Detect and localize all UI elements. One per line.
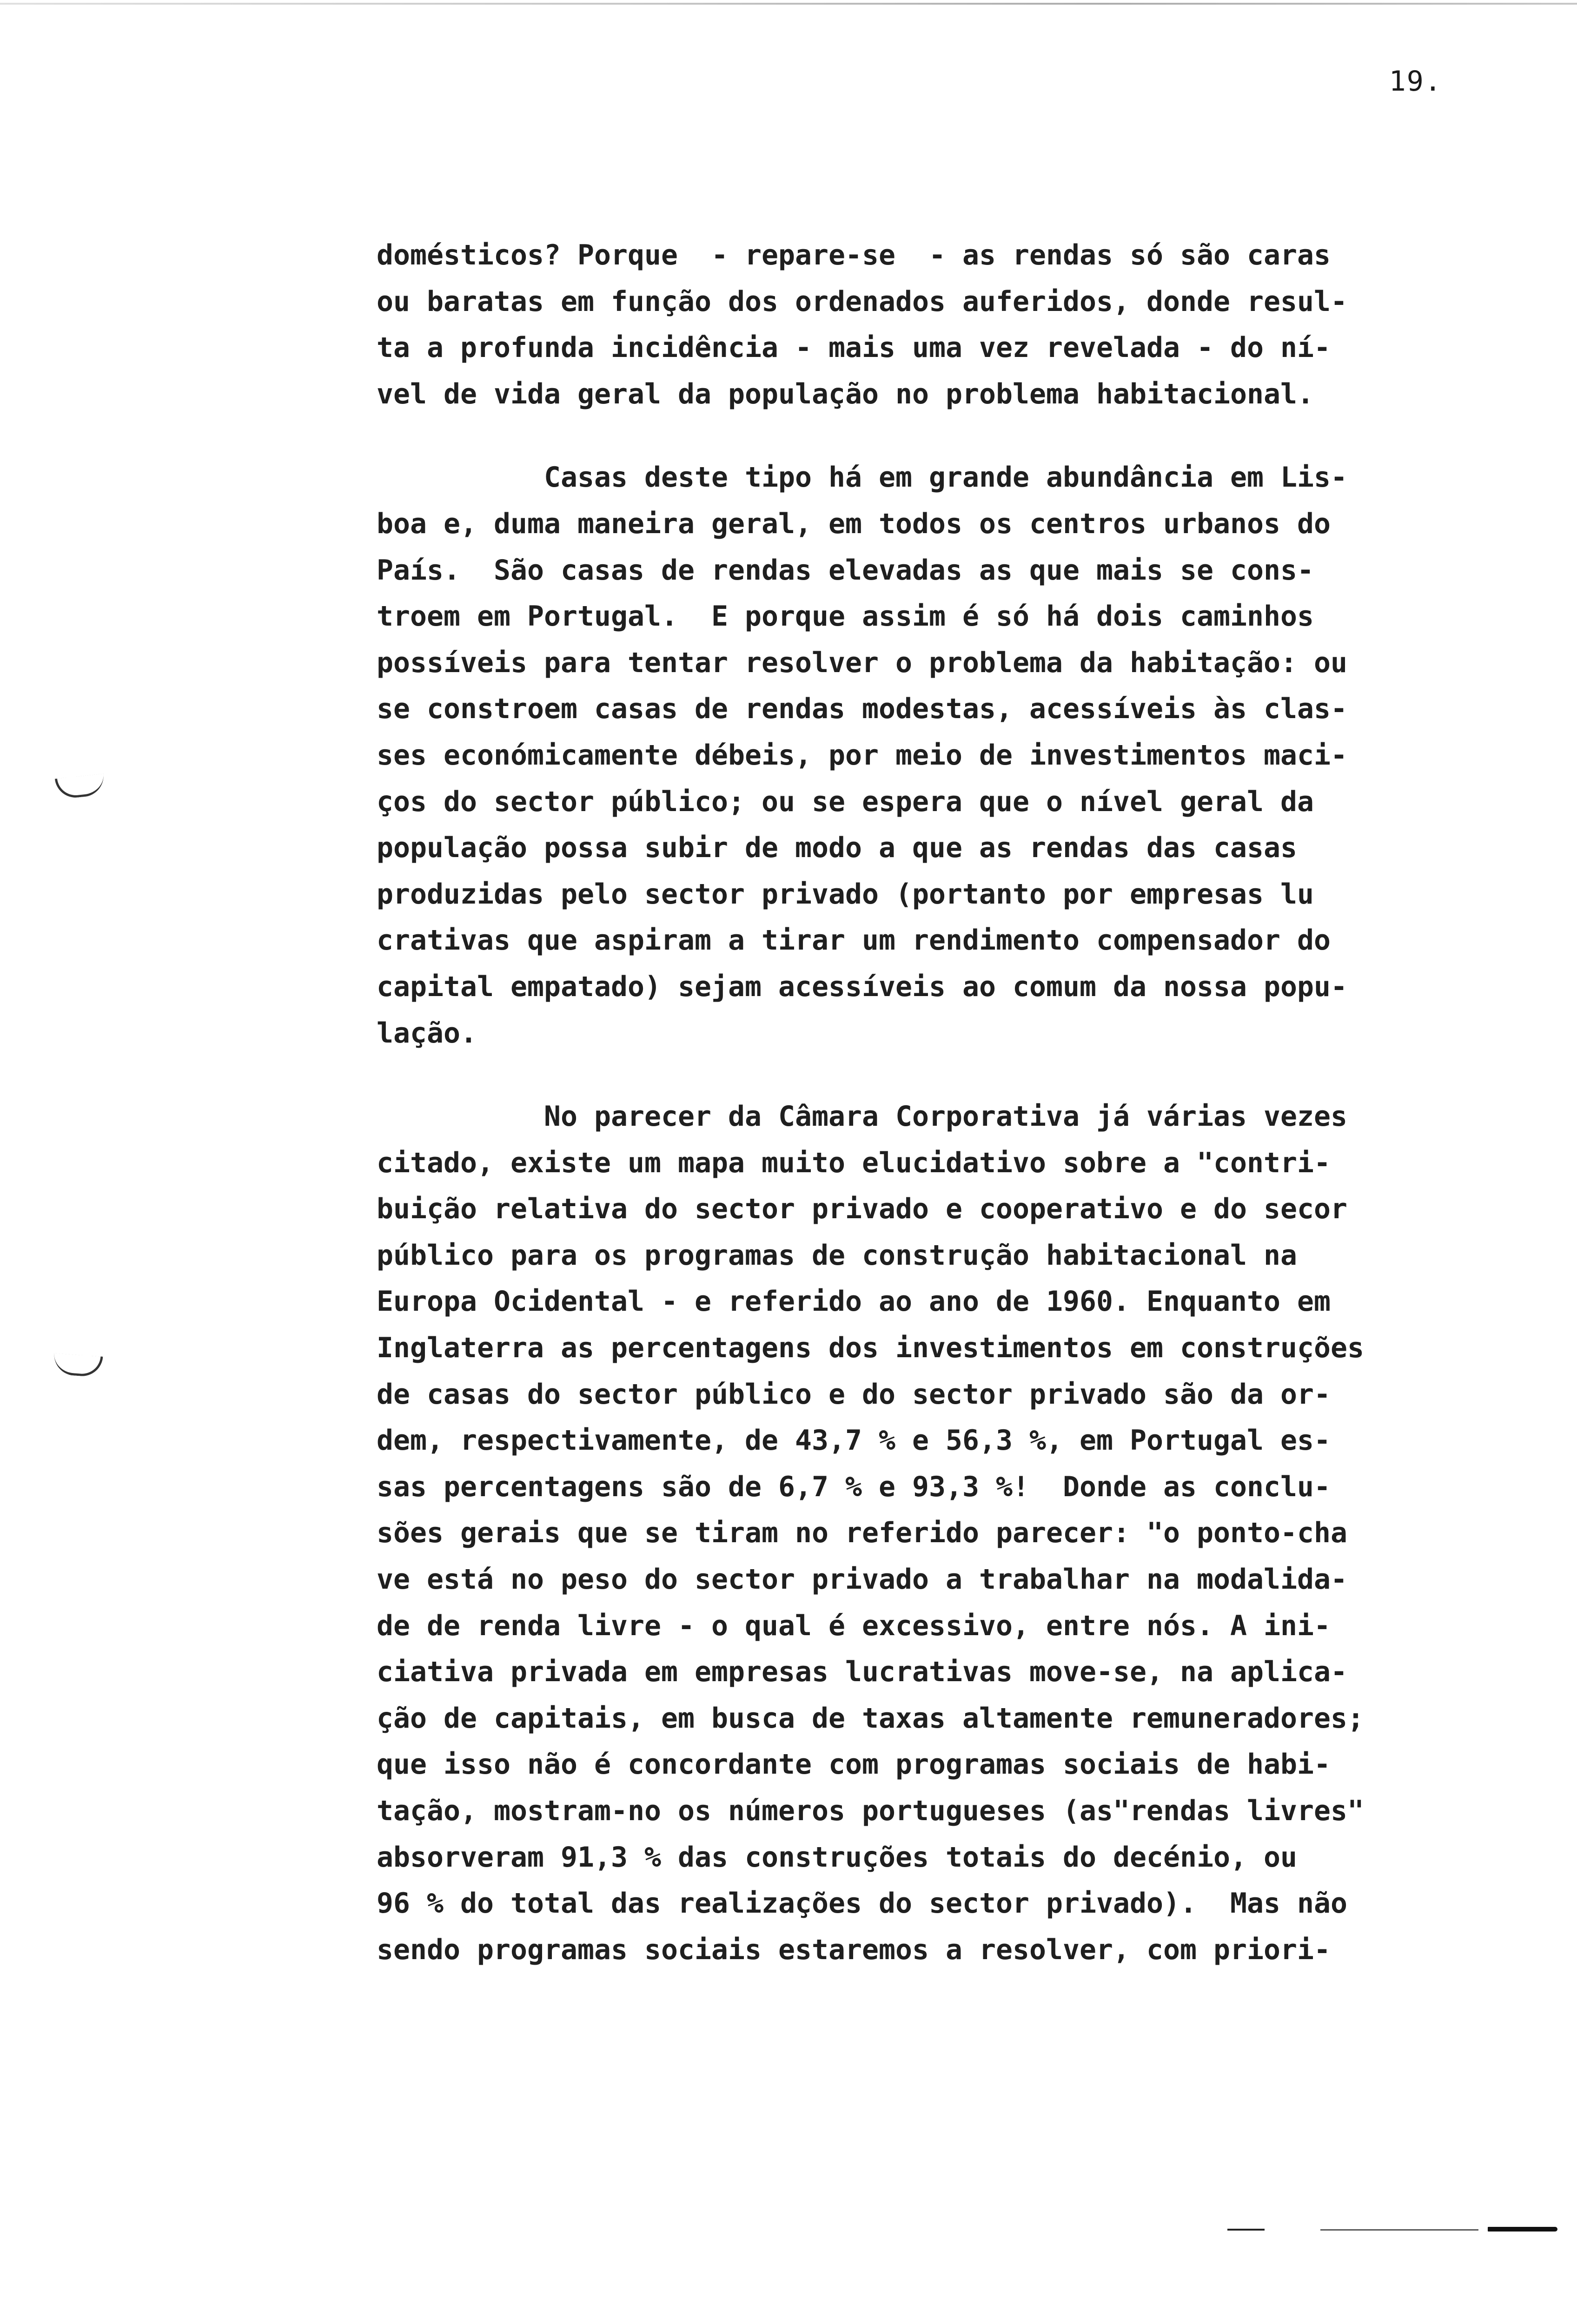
rule-segment (1320, 2229, 1478, 2231)
document-body (377, 232, 1483, 1973)
margin-pencil-mark (53, 1353, 103, 1377)
text-line: crativas que aspiram a tirar um rendimento compensador do (377, 924, 1331, 957)
text-line: sões gerais que se tiram no referido parecer: "o ponto-cha (377, 1517, 1348, 1550)
text-line: ta a profunda incidência - mais uma vez revelada - do ní- (377, 331, 1331, 364)
text-line: produzidas pelo sector privado (portanto por empresas lu (377, 878, 1314, 911)
text-line: absorveram 91,3 % das construções totais do decénio, ou (377, 1841, 1298, 1874)
text-line: se constroem casas de rendas modestas, acessíveis às clas- (377, 693, 1348, 726)
text-line: de casas do sector público e do sector privado são da or- (377, 1378, 1331, 1411)
top-edge-rule (0, 3, 1577, 5)
text-line: população possa subir de modo a que as rendas das casas (377, 832, 1298, 865)
text-line: ciativa privada em empresas lucrativas move-se, na aplica- (377, 1656, 1348, 1689)
text-line: No parecer da Câmara Corporativa já várias vezes (377, 1100, 1348, 1133)
text-line: ses económicamente débeis, por meio de investimentos maci- (377, 739, 1348, 772)
text-line: buição relativa do sector privado e cooperativo e do secor (377, 1193, 1348, 1226)
text-line: que isso não é concordante com programas sociais de habi- (377, 1748, 1331, 1781)
text-line: citado, existe um mapa muito elucidativo sobre a "contri- (377, 1146, 1331, 1179)
bottom-typed-rule (1227, 2229, 1553, 2232)
paragraph-spacer (377, 1056, 1483, 1094)
text-line: sendo programas sociais estaremos a resolver, com priori- (377, 1933, 1331, 1966)
paragraph-2 (377, 455, 1483, 1056)
text-line: domésticos? Porque - repare-se - as rendas só são caras (377, 239, 1331, 271)
rule-segment (1227, 2229, 1265, 2231)
page-number: 19. (1389, 65, 1442, 98)
rule-segment (1488, 2227, 1557, 2232)
text-line: vel de vida geral da população no problema habitacional. (377, 377, 1314, 410)
text-line: público para os programas de construção habitacional na (377, 1239, 1298, 1272)
text-line: ços do sector público; ou se espera que o nível geral da (377, 785, 1314, 818)
text-line: 96 % do total das realizações do sector privado). Mas não (377, 1887, 1348, 1920)
text-line: sas percentagens são de 6,7 % e 93,3 %! Donde as conclu- (377, 1470, 1331, 1503)
paragraph-spacer (377, 417, 1483, 455)
text-line: Inglaterra as percentagens dos investimentos em construções (377, 1332, 1365, 1365)
margin-pencil-mark (55, 774, 106, 800)
text-line: Europa Ocidental - e referido ao ano de 1960. Enquanto em (377, 1285, 1331, 1318)
text-line: dem, respectivamente, de 43,7 % e 56,3 %, em Portugal es- (377, 1424, 1331, 1457)
text-line: ção de capitais, em busca de taxas altamente remuneradores; (377, 1702, 1365, 1735)
text-line: capital empatado) sejam acessíveis ao comum da nossa popu- (377, 970, 1348, 1003)
text-line: ve está no peso do sector privado a trabalhar na modalida- (377, 1563, 1348, 1596)
text-line: de de renda livre - o qual é excessivo, entre nós. A ini- (377, 1609, 1331, 1642)
text-line: tação, mostram-no os números portugueses (as"rendas livres" (377, 1795, 1365, 1827)
text-line: boa e, duma maneira geral, em todos os centros urbanos do (377, 507, 1331, 540)
text-line: troem em Portugal. E porque assim é só há dois caminhos (377, 600, 1314, 633)
text-line: lação. (377, 1017, 477, 1050)
text-line: País. São casas de rendas elevadas as que mais se cons- (377, 554, 1314, 587)
text-line: Casas deste tipo há em grande abundância em Lis- (377, 461, 1348, 494)
paragraph-3 (377, 1094, 1483, 1973)
paragraph-1 (377, 232, 1483, 417)
text-line: ou baratas em função dos ordenados auferidos, donde resul- (377, 285, 1348, 318)
text-line: possíveis para tentar resolver o problema da habitação: ou (377, 646, 1348, 679)
